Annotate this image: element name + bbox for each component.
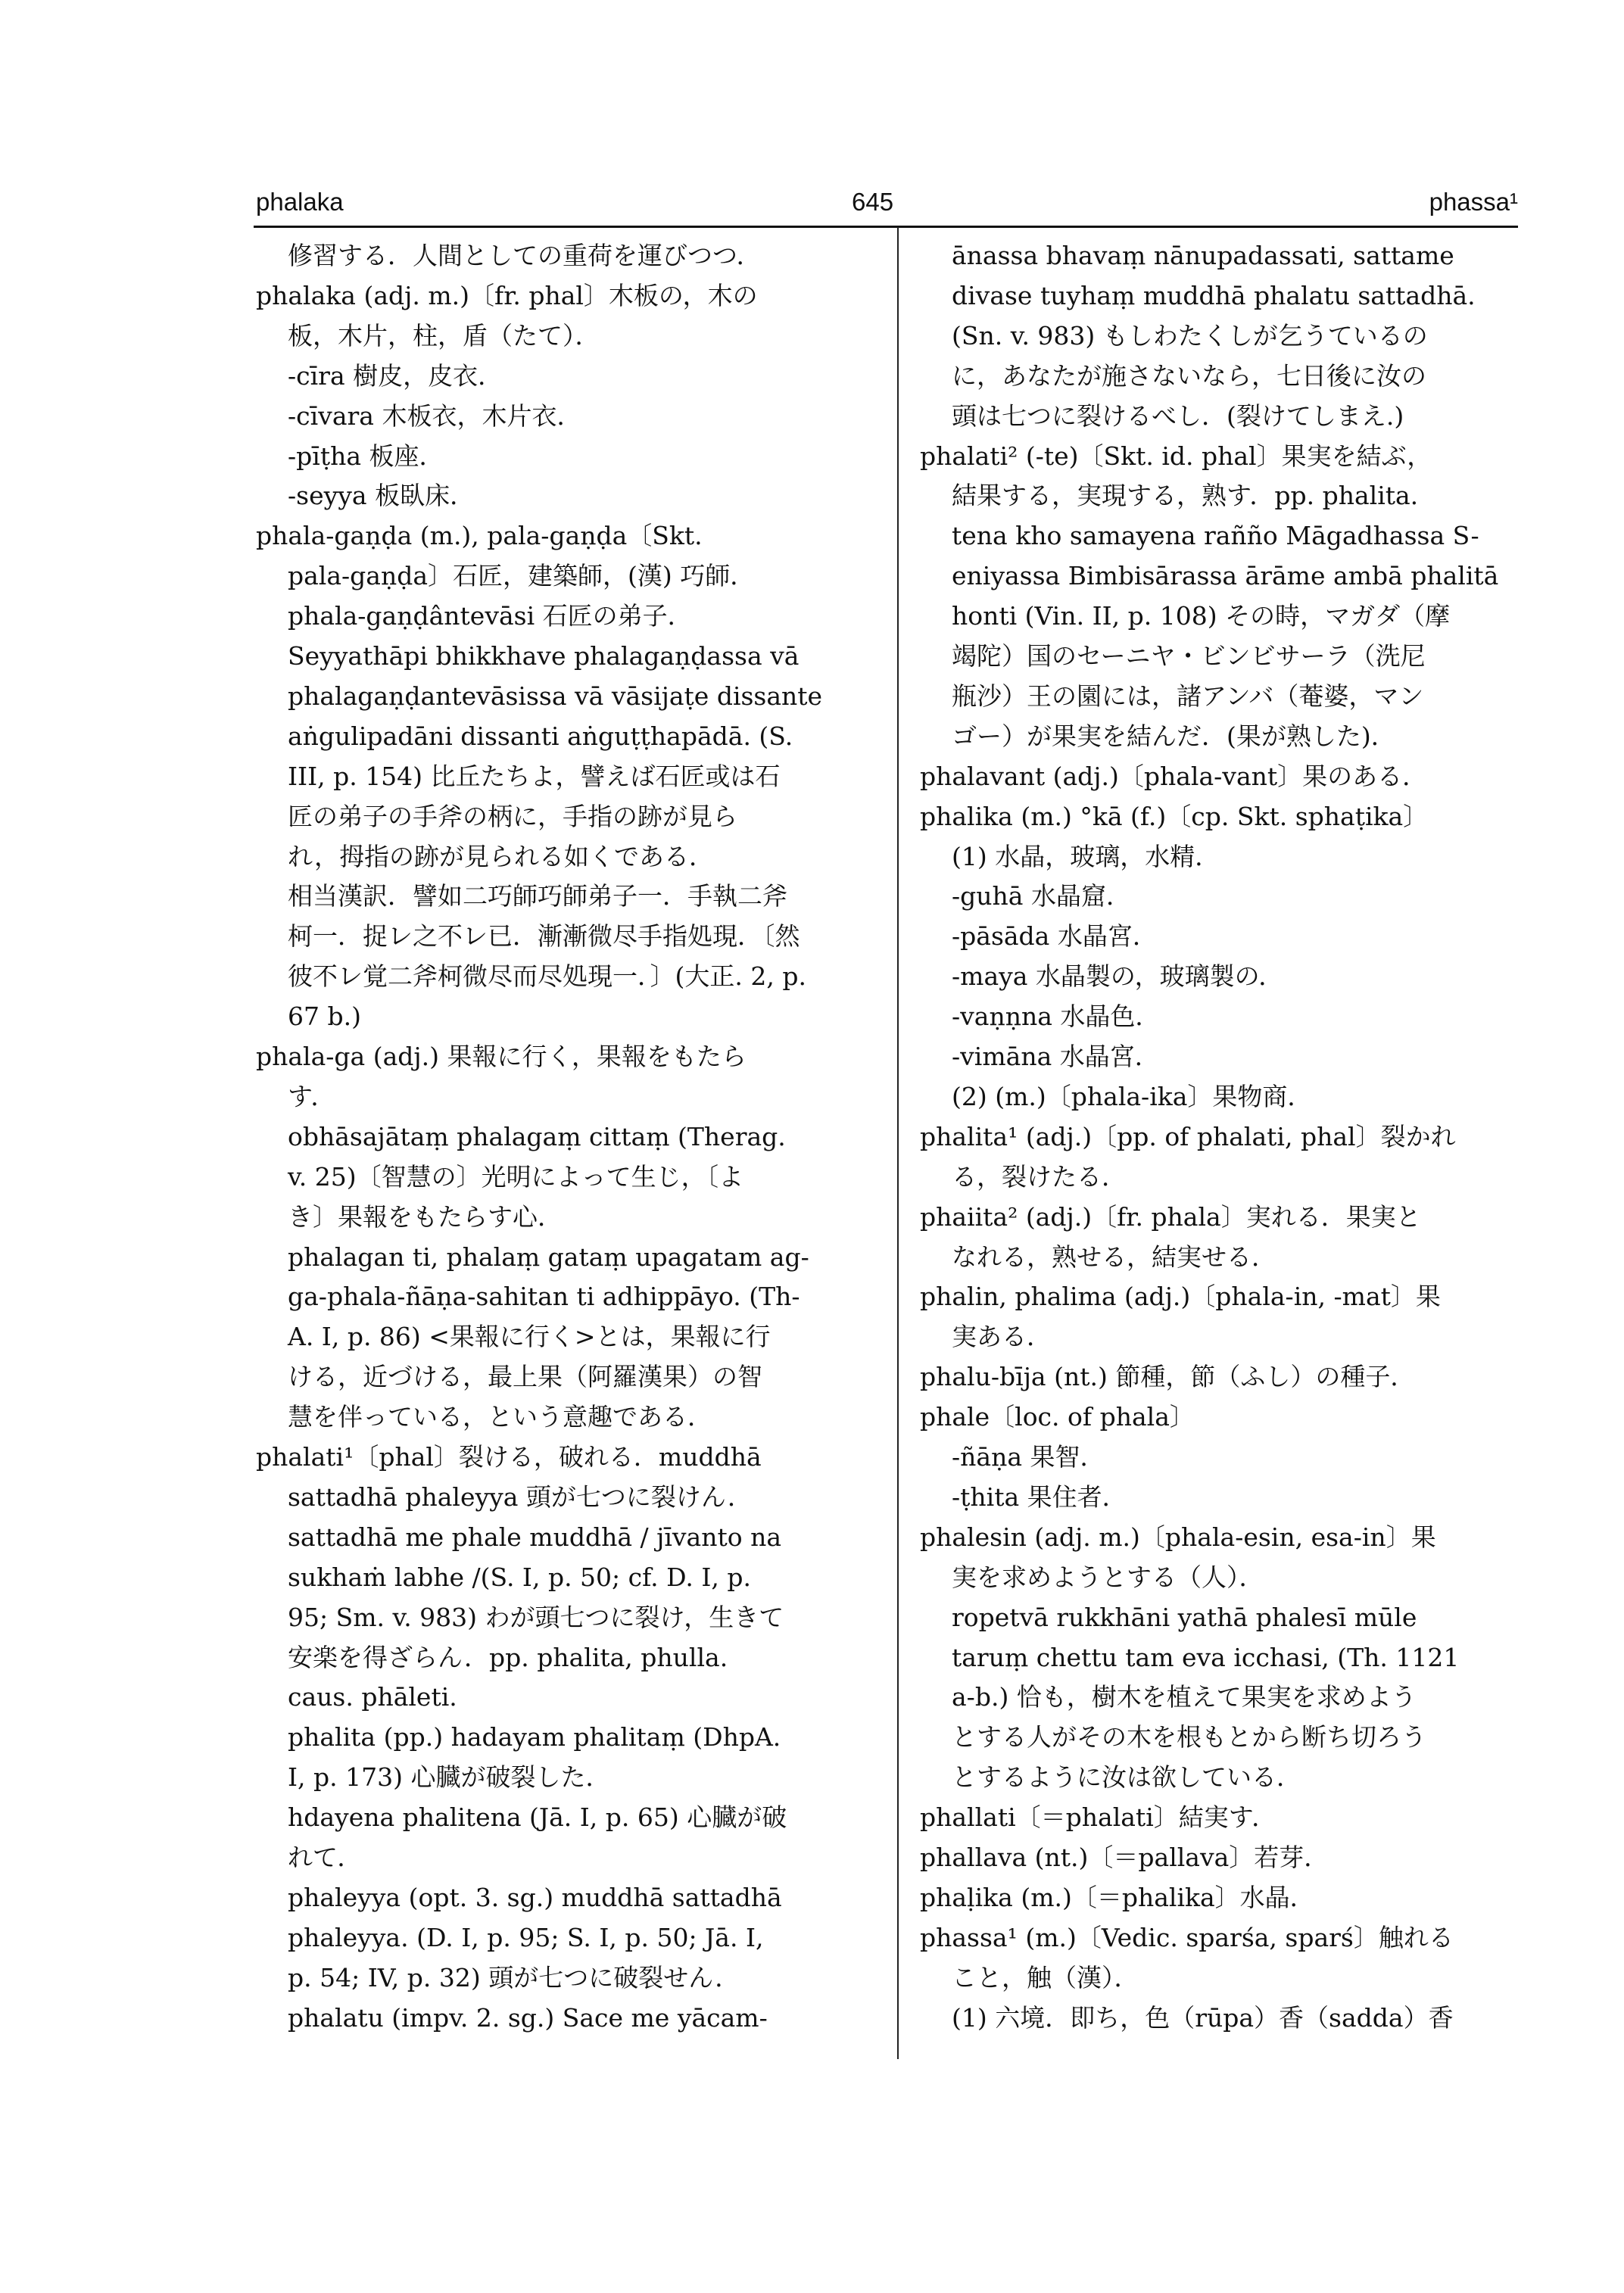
headword-line: phalu-bīja (nt.) 節種，節（ふし）の種子． [920,1362,1416,1392]
entry-line: 竭陀）国のセーニヤ・ビンビサーラ（洗尼 [952,641,1426,671]
headword-line: phalika (m.) °kā (f.)〔cp. Skt. sphaṭika〕 [920,801,1429,831]
entry-line: ropetvā rukkhāni yathā phalesī mūle [952,1602,1417,1632]
entry-line: sattadhā phaleyya 頭が七つに裂けん． [288,1481,753,1512]
entry-line: れ，拇指の跡が見られる如くである． [288,841,714,871]
entry-line: 頭は七つに裂けるべし．(裂けてしまえ.) [952,400,1404,431]
entry-line: -cīvara 木板衣，木片衣． [288,400,582,431]
entry-line: 板，木片，柱，盾（たて）． [288,320,600,350]
entry-line: hdayena phalitena (Jā. I, p. 65) 心臓が破 [288,1802,787,1833]
entry-line: obhāsajātaṃ phalagaṃ cittaṃ (Therag. [288,1121,786,1151]
entry-line: 彼不レ覚二斧柯微尽而尽処現一．〕(大正. 2, p. [288,961,806,992]
entry-line: れて． [288,1843,363,1872]
entry-line: (1) 水晶，玻璃，水精． [952,841,1220,871]
entry-line: caus. phāleti. [288,1682,457,1712]
headword-line: phallava (nt.)〔＝pallava〕若芽． [920,1843,1329,1872]
entry-line: -ṭhita 果住者． [952,1481,1127,1512]
entry-line: phalita (pp.) hadayam phalitaṃ (DhpA. [288,1722,781,1752]
headword-line: phalin, phalima (adj.)〔phala-in, -mat〕果 [920,1282,1441,1312]
headword-line: phalaka (adj. m.)〔fr. phal〕木板の，木の [256,280,758,310]
entry-line: aṅgulipadāni dissanti aṅguṭṭhapādā. (S. [288,721,793,751]
header-rule [254,226,1518,228]
entry-line: 67 b.) [288,1002,361,1032]
entry-line: ける，近づける，最上果（阿羅漢果）の智 [288,1362,762,1392]
entry-line: a-b.) 恰も，樹木を植えて果実を求めよう [952,1682,1417,1712]
headword-line: phaiita² (adj.)〔fr. phala〕実れる．果実と [920,1201,1421,1232]
entry-line: phala-gaṇḍântevāsi 石匠の弟子． [288,601,693,631]
entry-line: -vaṇṇna 水晶色． [952,1002,1161,1032]
entry-line: 瓶沙）王の園には，諸アンバ（菴婆，マン [952,681,1424,711]
headword-line: phala-gaṇḍa (m.), pala-gaṇḍa〔Skt. [256,521,703,551]
running-head-left: phalaka [256,188,344,216]
headword-line: phaḷika (m.)〔＝phalika〕水晶． [920,1882,1315,1912]
entry-line: に，あなたが施さないなら，七日後に汝の [952,360,1426,391]
entry-line: sukhaṁ labhe /(S. I, p. 50; cf. D. I, p. [288,1562,752,1592]
headword-line: phale〔loc. of phala〕 [920,1402,1195,1432]
entry-line: ga-phala-ñāṇa-sahitan ti adhippāyo. (Th- [288,1282,800,1312]
entry-line: る，裂けたる． [952,1161,1127,1192]
entry-line: pala-gaṇḍa〕石匠，建築師，(漢) 巧師． [288,561,756,591]
entry-line: phaleyya. (D. I, p. 95; S. I, p. 50; Jā. I, [288,1922,764,1952]
entry-line: -ñāṇa 果智． [952,1442,1105,1472]
entry-line: p. 54; IV, p. 32) 頭が七つに破裂せん． [288,1962,740,1992]
entry-line: 慧を伴っている，という意趣である． [288,1402,712,1432]
headword-line: phalita¹ (adj.)〔pp. of phalati, phal〕裂かれ [920,1121,1456,1151]
column-divider [897,227,899,2059]
entry-line: こと，触（漢）． [952,1962,1139,1992]
entry-line: III, p. 154) 比丘たちよ，譬えば石匠或は石 [288,761,781,791]
entry-line: v. 25)〔智慧の〕光明によって生じ，〔よ [288,1161,744,1192]
entry-line: 実ある． [952,1322,1052,1352]
entry-line: 修習する．人間としての重荷を運びつつ． [288,241,762,270]
entry-line: 結果する，実現する，熟す．pp. phalita. [952,481,1419,511]
entry-line: 95; Sm. v. 983) わが頭七つに裂け，生きて [288,1602,784,1632]
entry-line: (2) (m.)〔phala-ika〕果物商． [952,1081,1313,1111]
entry-line: honti (Vin. II, p. 108) その時，マガダ（摩 [952,601,1451,631]
entry-line: 安楽を得ざらん．pp. phalita, phulla. [288,1642,728,1672]
entry-line: ānassa bhavaṃ nānupadassati, sattame [952,241,1454,270]
headword-line: phalesin (adj. m.)〔phala-esin, esa-in〕果 [920,1522,1436,1552]
entry-line: A. I, p. 86) <果報に行く>とは，果報に行 [288,1322,771,1352]
headword-line: phalavant (adj.)〔phala-vant〕果のある． [920,761,1428,791]
entry-line: phaleyya (opt. 3. sg.) muddhā sattadhā [288,1882,782,1912]
entry-line: 柯一．捉レ之不レ已．漸漸微尽手指処現．〔然 [288,921,800,952]
entry-line: -maya 水晶製の，玻璃製の． [952,961,1284,992]
entry-line: -guhā 水晶窟． [952,881,1131,911]
entry-line: とする人がその木を根もとから断ち切ろう [952,1722,1426,1752]
entry-line: eniyassa Bimbisārassa ārāme ambā phalitā [952,561,1499,591]
headword-line: phalati¹〔phal〕裂ける，破れる．muddhā [256,1442,762,1472]
entry-line: taruṃ chettu tam eva icchasi, (Th. 1121 [952,1642,1460,1672]
headword-line: phalati² (-te)〔Skt. id. phal〕果実を結ぶ， [920,441,1432,471]
page-number: 645 [852,188,894,216]
entry-line: Seyyathāpi bhikkhave phalagaṇḍassa vā [288,641,800,671]
entry-line: とするように汝は欲している． [952,1762,1301,1793]
entry-line: sattadhā me phale muddhā / jīvanto na [288,1522,782,1552]
entry-line: 実を求めようとする（人）． [952,1562,1264,1592]
entry-line: なれる，熟せる，結実せる． [952,1242,1276,1272]
entry-line: き〕果報をもたらす心． [288,1201,563,1232]
headword-line: phallati〔＝phalati〕結実す． [920,1802,1277,1833]
headword-line: phala-ga (adj.) 果報に行く，果報をもたら [256,1042,747,1071]
entry-line: I, p. 173) 心臓が破裂した． [288,1762,611,1793]
entry-line: -cīra 樹皮，皮衣． [288,360,503,391]
entry-line: -vimāna 水晶宮． [952,1042,1160,1071]
entry-line: -seyya 板臥床． [288,481,475,511]
entry-line: 匠の弟子の手斧の柄に，手指の跡が見ら [288,801,737,831]
entry-line: -pīṭha 板座． [288,441,444,471]
entry-line: す． [288,1081,336,1111]
entry-line: (Sn. v. 983) もしわたくしが乞うているの [952,320,1428,350]
entry-line: phalatu (impv. 2. sg.) Sace me yācam- [288,2002,768,2033]
entry-line: divase tuyhaṃ muddhā phalatu sattadhā. [952,280,1476,310]
entry-line: phalagaṇḍantevāsissa vā vāsijaṭe dissante [288,681,823,711]
entry-line: (1) 六境．即ち，色（rūpa）香（sadda）香 [952,2002,1454,2033]
entry-line: phalagan ti, phalaṃ gataṃ upagatam ag- [288,1242,809,1272]
entry-line: tena kho samayena rañño Māgadhassa S- [952,521,1479,551]
headword-line: phassa¹ (m.)〔Vedic. sparśa, sparś〕触れる [920,1922,1454,1952]
running-head-right: phassa¹ [1429,188,1518,216]
entry-line: -pāsāda 水晶宮． [952,921,1158,952]
entry-line: 相当漢訳．譬如二巧師巧師弟子一．手執二斧 [288,881,787,911]
entry-line: ゴー）が果実を結んだ．(果が熟した)． [952,721,1396,751]
